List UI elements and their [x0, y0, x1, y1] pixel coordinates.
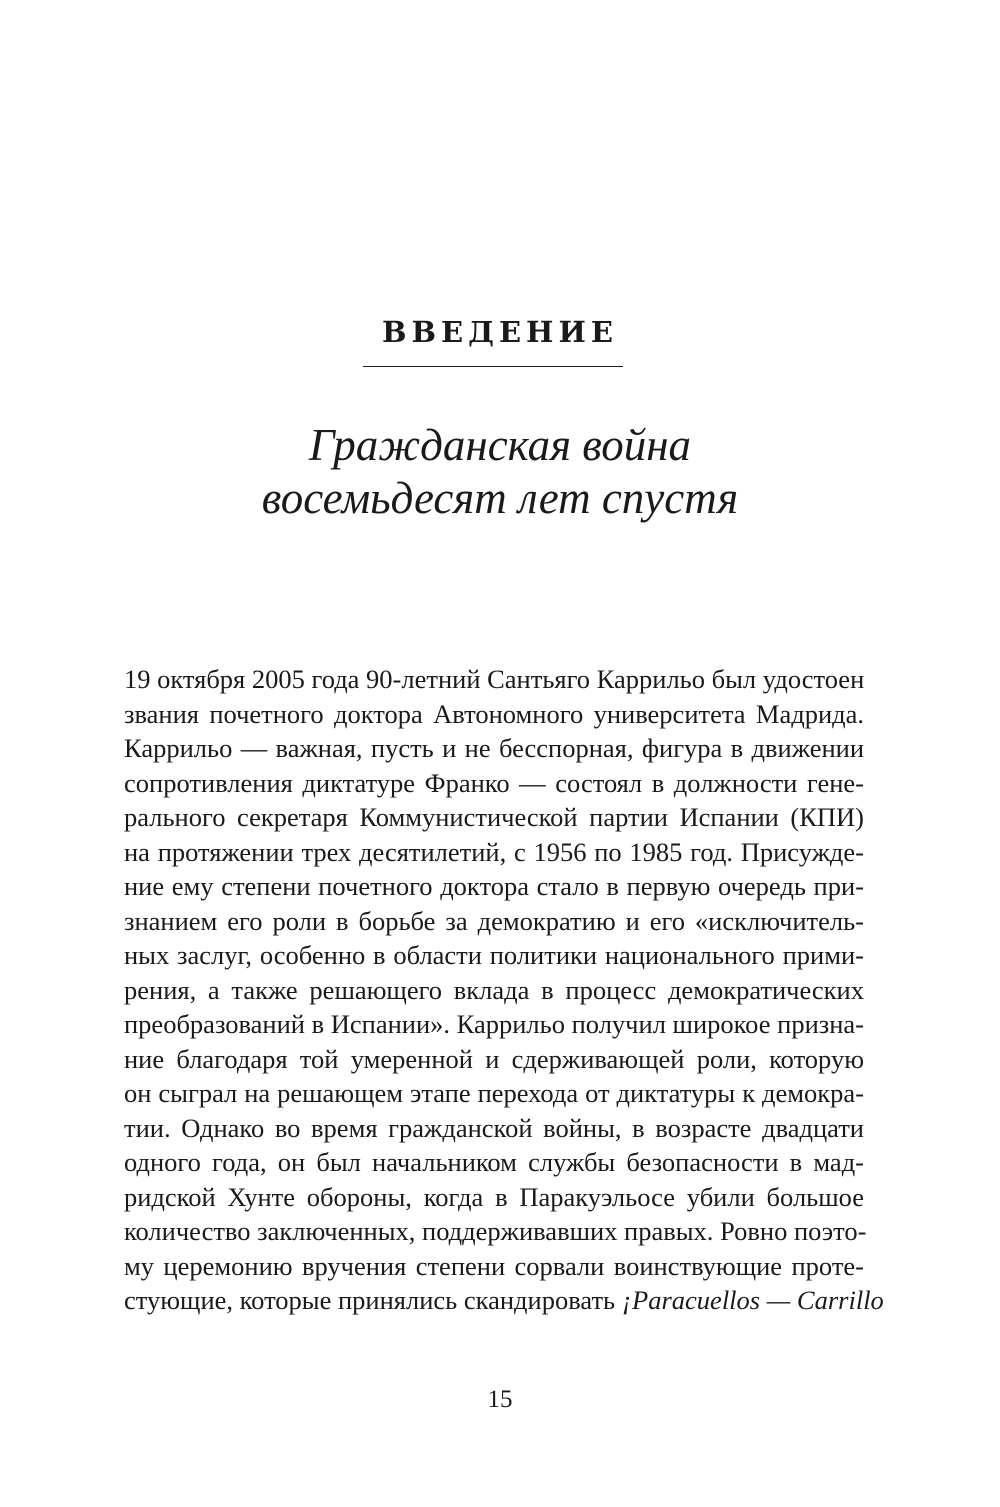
text-line: сопротивления диктатуре Франко — состоял в должности гене- [124, 767, 864, 798]
text-line: ние благодаря той умеренной и сдерживающей роли, которую [124, 1043, 864, 1074]
text-line: му церемонию вручения степени сорвали воинствующие проте- [124, 1250, 864, 1281]
text-line-last [124, 1283, 884, 1318]
text-line: рения, а также решающего вклада в процесс демократических [124, 974, 864, 1005]
text-line: тии. Однако во время гражданской войны, в возрасте двадцати [124, 1112, 864, 1143]
text-line: на протяжении трех десятилетий, с 1956 по 1985 год. Присужде- [124, 836, 864, 867]
subtitle-line-1: Гражданская война [308, 420, 692, 470]
body-paragraph [124, 662, 884, 1318]
last-line-prefix: стующие, которые принялись скандировать [124, 1285, 616, 1315]
page-number: 15 [487, 1386, 513, 1413]
text-line: он сыграл на решающем этапе перехода от диктатуры к демокра- [124, 1078, 864, 1108]
text-line: ридской Хунте обороны, когда в Паракуэльосе убили большое [124, 1181, 864, 1212]
text-line: преобразований в Испании». Каррильо получил широкое призна- [124, 1009, 864, 1039]
chapter-subtitle [0, 419, 1000, 525]
chapter-heading: ВВЕДЕНИЕ [382, 315, 618, 349]
text-line: знанием его роли в борьбе за демократию и его «исключитель- [124, 905, 864, 936]
last-line-italic: ¡Paracuellos — Carrillo [621, 1285, 884, 1315]
text-line: одного года, он был начальником службы безопасности в мад- [124, 1147, 864, 1177]
text-line: количество заключенных, поддерживавших правых. Ровно поэто- [124, 1216, 867, 1246]
text-line: 19 октября 2005 года 90-летний Сантьяго Каррильо был удостоен [124, 664, 865, 694]
text-line: рального секретаря Коммунистической партии Испании (КПИ) [124, 802, 864, 832]
text-line: ных заслуг, особенно в области политики национального прими- [124, 940, 864, 970]
subtitle-line-2: восемьдесят лет спустя [261, 473, 739, 523]
text-line: ние ему степени почетного доктора стало в первую очередь при- [124, 871, 864, 901]
text-line: звания почетного доктора Автономного университета Мадрида. [124, 698, 864, 729]
heading-divider [363, 366, 623, 367]
text-line: Каррильо — важная, пусть и не бесспорная, фигура в движении [124, 733, 864, 763]
